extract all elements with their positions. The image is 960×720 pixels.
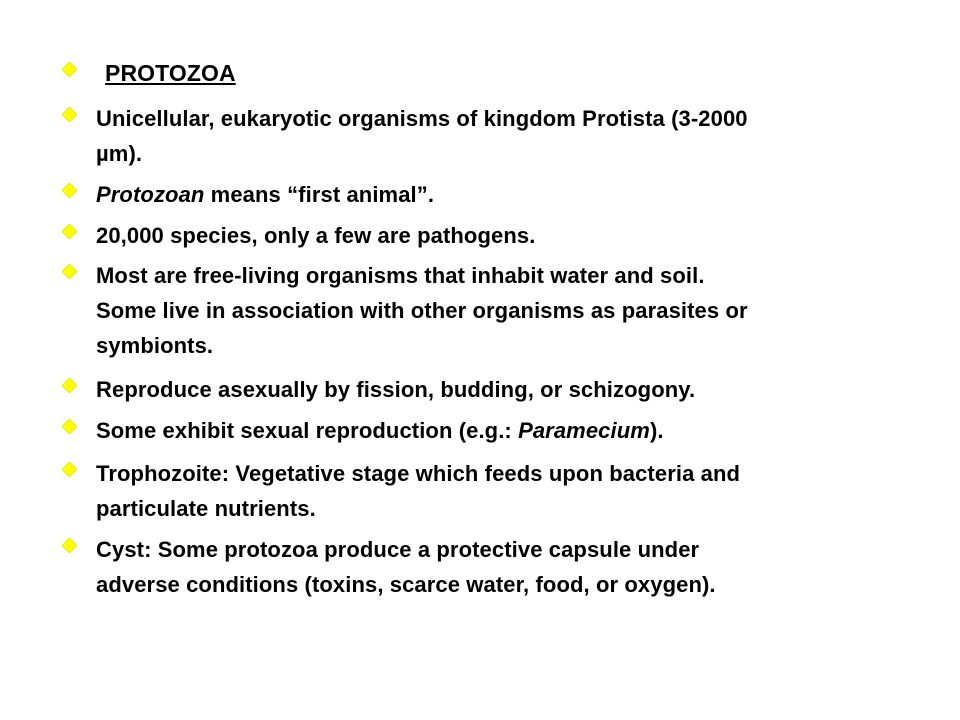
bullet-line: Cyst: Some protozoa produce a protective capsule under: [96, 537, 700, 562]
bullet-line-rest: m).: [108, 141, 143, 166]
yellow-diamond-icon: [62, 462, 77, 477]
yellow-diamond-icon: [62, 62, 77, 77]
yellow-diamond-icon: [62, 378, 77, 393]
bullet-line: Some live in association with other organisms as parasites or: [96, 298, 748, 323]
bullet-text-rest: means “first animal”.: [204, 182, 435, 207]
bullet-text: [96, 101, 896, 171]
bullet-text-pre: Some exhibit sexual reproduction (e.g.:: [96, 418, 519, 443]
bullet-text: Reproduce asexually by fission, budding, or schizogony.: [96, 377, 696, 402]
yellow-diamond-icon: [62, 419, 77, 434]
yellow-diamond-icon: [62, 538, 77, 553]
bullet-text: [96, 532, 896, 602]
yellow-diamond-icon: [62, 224, 77, 239]
yellow-diamond-icon: [62, 183, 77, 198]
yellow-diamond-icon: [62, 264, 77, 279]
italic-term: Protozoan: [96, 182, 205, 207]
bullet-line: Trophozoite: Vegetative stage which feeds upon bacteria and: [96, 461, 741, 486]
italic-term: Paramecium: [518, 418, 650, 443]
yellow-diamond-icon: [62, 107, 77, 122]
bullet-text: [96, 456, 896, 526]
bullet-line: particulate nutrients.: [96, 496, 316, 521]
bullet-line: Unicellular, eukaryotic organisms of kingdom Protista (3-2000: [96, 106, 748, 131]
bullet-line: [96, 136, 896, 171]
bullet-text: [96, 258, 896, 363]
page-title: PROTOZOA: [105, 60, 236, 86]
bullet-text: 20,000 species, only a few are pathogens.: [96, 223, 536, 248]
bullet-text: [96, 413, 896, 448]
bullet-line: Most are free-living organisms that inhabit water and soil.: [96, 263, 705, 288]
bullet-line: symbionts.: [96, 333, 214, 358]
bullet-text-post: ).: [649, 418, 664, 443]
bullet-line: adverse conditions (toxins, scarce water, food, or oxygen).: [96, 572, 716, 597]
bullet-text: [96, 177, 896, 212]
micro-symbol: µ: [96, 141, 109, 166]
